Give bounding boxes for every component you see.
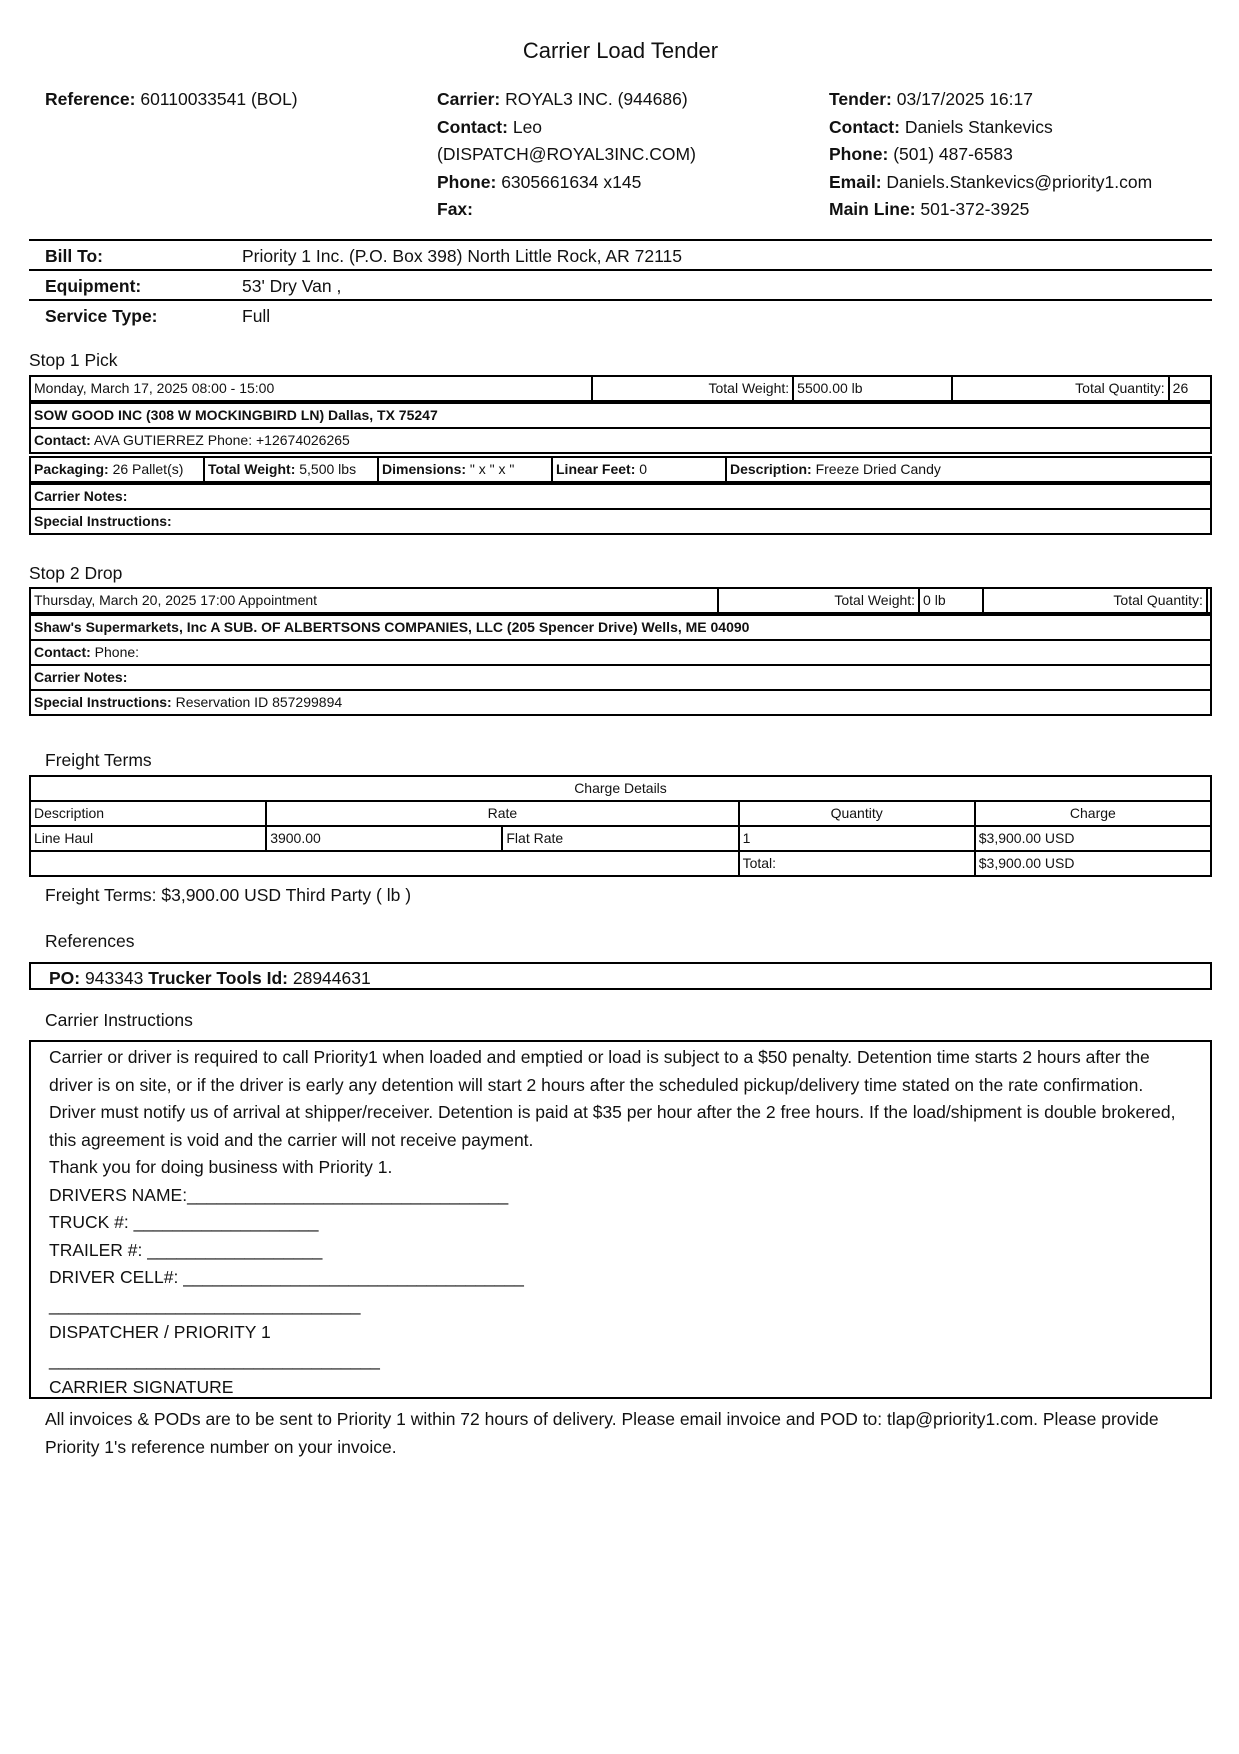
- service-type-row: [45, 301, 270, 331]
- dimensions-label: Dimensions:: [382, 461, 467, 477]
- table-row: [30, 428, 1211, 453]
- carrier-phone-value: 6305661634 x145: [501, 171, 642, 192]
- stop1-special-label: Special Instructions:: [34, 513, 172, 529]
- stop1-total-quantity: 26: [1169, 376, 1211, 401]
- stop1-heading: Stop 1 Pick: [29, 350, 118, 370]
- service-type-value: Full: [242, 306, 271, 326]
- carrier-contact-email: (DISPATCH@ROYAL3INC.COM): [437, 144, 696, 164]
- stop1-carrier-notes-label: Carrier Notes:: [34, 488, 128, 504]
- table-row: [30, 615, 1211, 640]
- table-row: [30, 457, 1211, 482]
- references-box: [29, 962, 1212, 990]
- stop2-carrier-notes-label: Carrier Notes:: [34, 669, 128, 685]
- table-row: [30, 640, 1211, 665]
- stop2-contact: Phone:: [94, 644, 140, 660]
- instructions-box: [29, 1040, 1212, 1399]
- table-row: [30, 776, 1211, 801]
- driver-cell-line: DRIVER CELL#: ___________________________________: [49, 1267, 524, 1287]
- footer-note: All invoices & PODs are to be sent to Priority 1 within 72 hours of delivery. Please email invoice and POD to: tlap@priority1.com. Please provide Priority 1's reference number on your invoice.: [45, 1409, 1159, 1457]
- description-value: Freeze Dried Candy: [815, 461, 941, 477]
- row-rate-type: Flat Rate: [502, 826, 738, 851]
- linear-feet-value: 0: [639, 461, 648, 477]
- packaging-label: Packaging:: [34, 461, 109, 477]
- table-row: [30, 376, 1211, 401]
- col-description: Description: [30, 801, 266, 826]
- stop2-details-table: [29, 614, 1212, 716]
- stop2-total-quantity-label: Total Quantity:: [983, 588, 1207, 613]
- contact-value: Daniels Stankevics: [904, 116, 1053, 137]
- stop1-table: [29, 375, 1212, 402]
- col-quantity: Quantity: [739, 801, 975, 826]
- stop1-details-table: [29, 402, 1212, 454]
- stop2-date: Thursday, March 20, 2025 17:00 Appointment: [30, 588, 718, 613]
- col-rate: Rate: [266, 801, 738, 826]
- freight-heading: Freight Terms: [45, 750, 152, 770]
- stop1-packaging-table: [29, 456, 1212, 483]
- stop2-location: Shaw's Supermarkets, Inc A SUB. OF ALBERTSONS COMPANIES, LLC (205 Spencer Drive) Wells, ME 04090: [30, 615, 1211, 640]
- linear-feet-label: Linear Feet:: [556, 461, 636, 477]
- charge-details-header: Charge Details: [30, 776, 1211, 801]
- weight-label: Total Weight:: [208, 461, 296, 477]
- bill-to-value: Priority 1 Inc. (P.O. Box 398) North Little Rock, AR 72115: [242, 246, 682, 266]
- table-row: [30, 851, 1211, 876]
- table-row: [30, 588, 1211, 613]
- references-heading: References: [45, 931, 135, 951]
- tender-value: 03/17/2025 16:17: [896, 89, 1033, 109]
- dispatcher-label: DISPATCHER / PRIORITY 1: [49, 1322, 271, 1342]
- bill-to-label: Bill To:: [45, 246, 103, 266]
- trucker-label: Trucker Tools Id:: [148, 968, 288, 988]
- instructions-heading: Carrier Instructions: [45, 1010, 193, 1030]
- freight-table: [29, 775, 1212, 877]
- phone-value: (501) 487-6583: [893, 144, 1013, 164]
- row-quantity: 1: [739, 826, 975, 851]
- stop2-special-label: Special Instructions:: [34, 694, 172, 710]
- bill-to-row: [45, 241, 682, 271]
- stop1-contact-label: Contact:: [34, 432, 91, 448]
- carrier-contact-value: Leo: [512, 116, 543, 137]
- packaging-value: 26 Pallet(s): [112, 461, 184, 477]
- stop2-total-quantity: [1207, 588, 1211, 613]
- stop1-location: SOW GOOD INC (308 W MOCKINGBIRD LN) Dallas, TX 75247: [30, 403, 1211, 428]
- table-row: [30, 690, 1211, 715]
- weight-value: 5,500 lbs: [299, 461, 357, 477]
- trailer-line: TRAILER #: __________________: [49, 1239, 323, 1260]
- carrier-signature-line: __________________________________: [49, 1349, 380, 1370]
- table-row: [30, 801, 1211, 826]
- carrier-block: [437, 86, 696, 224]
- table-row: [30, 826, 1211, 851]
- row-rate: 3900.00: [266, 826, 502, 851]
- trucker-value: 28944631: [292, 968, 371, 988]
- dispatcher-signature-line: ________________________________: [49, 1294, 361, 1315]
- instructions-paragraph: Carrier or driver is required to call Priority1 when loaded and emptied or load is subject to a $50 penalty. Detention time starts 2 hours after the driver is on site, or if the driver is early any detention will start 2 hours after the scheduled pickup/delivery time stated on the rate confirmation. Driver must notify us of arrival at shipper/receiver. Detention is paid at $35 per hour after the 2 free hours. If the load/shipment is double brokered, this agreement is void and the carrier will not receive payment.: [49, 1047, 1176, 1150]
- stop2-table: [29, 587, 1212, 614]
- contact-label: Contact:: [829, 116, 900, 137]
- stop2-total-weight-label: Total Weight:: [718, 588, 919, 613]
- carrier-phone-label: Phone:: [437, 171, 497, 192]
- reference-block: [45, 86, 298, 114]
- stop2-special: Reservation ID 857299894: [175, 694, 343, 710]
- carrier-value: ROYAL3 INC. (944686): [505, 89, 688, 109]
- po-label: PO:: [49, 968, 81, 988]
- freight-terms-line: Freight Terms: $3,900.00 USD Third Party ( lb ): [45, 885, 412, 905]
- stop1-total-quantity-label: Total Quantity:: [952, 376, 1168, 401]
- description-label: Description:: [730, 461, 812, 477]
- equipment-value: 53' Dry Van ,: [242, 276, 342, 296]
- stop2-heading: Stop 2 Drop: [29, 563, 123, 583]
- phone-label: Phone:: [829, 144, 889, 164]
- carrier-fax-label: Fax:: [437, 199, 473, 219]
- service-type-label: Service Type:: [45, 306, 158, 326]
- instructions-thanks: Thank you for doing business with Priority 1.: [49, 1157, 393, 1177]
- tender-label: Tender:: [829, 89, 892, 109]
- po-value: 943343: [85, 968, 144, 988]
- total-spacer: [30, 851, 739, 876]
- table-row: [30, 484, 1211, 509]
- reference-value: 60110033541 (BOL): [140, 89, 298, 109]
- email-value[interactable]: Daniels.Stankevics@priority1.com: [886, 171, 1153, 192]
- carrier-signature-label: CARRIER SIGNATURE: [49, 1377, 234, 1397]
- tender-block: [829, 86, 1152, 224]
- stop1-total-weight: 5500.00 lb: [793, 376, 952, 401]
- col-charge: Charge: [975, 801, 1211, 826]
- page-title: Carrier Load Tender: [522, 38, 719, 63]
- total-value: $3,900.00 USD: [975, 851, 1211, 876]
- table-row: [30, 665, 1211, 690]
- row-charge: $3,900.00 USD: [975, 826, 1211, 851]
- table-row: [30, 403, 1211, 428]
- stop1-total-weight-label: Total Weight:: [592, 376, 793, 401]
- mainline-value: 501-372-3925: [920, 199, 1030, 219]
- stop1-notes-table: [29, 483, 1212, 535]
- drivers-name-line: DRIVERS NAME:_________________________________: [49, 1184, 509, 1205]
- reference-label: Reference:: [45, 89, 136, 109]
- equipment-label: Equipment:: [45, 276, 142, 296]
- stop2-contact-label: Contact:: [34, 644, 91, 660]
- equipment-row: [45, 271, 341, 301]
- total-label: Total:: [739, 851, 975, 876]
- truck-line: TRUCK #: ___________________: [49, 1212, 319, 1232]
- stop1-date: Monday, March 17, 2025 08:00 - 15:00: [30, 376, 592, 401]
- row-description: Line Haul: [30, 826, 266, 851]
- carrier-label: Carrier:: [437, 89, 501, 109]
- dimensions-value: " x " x ": [469, 461, 515, 477]
- email-label: Email:: [829, 171, 882, 192]
- carrier-contact-label: Contact:: [437, 116, 508, 137]
- mainline-label: Main Line:: [829, 199, 916, 219]
- stop2-total-weight: 0 lb: [919, 588, 983, 613]
- table-row: [30, 509, 1211, 534]
- stop1-contact: AVA GUTIERREZ Phone: +12674026265: [93, 432, 350, 448]
